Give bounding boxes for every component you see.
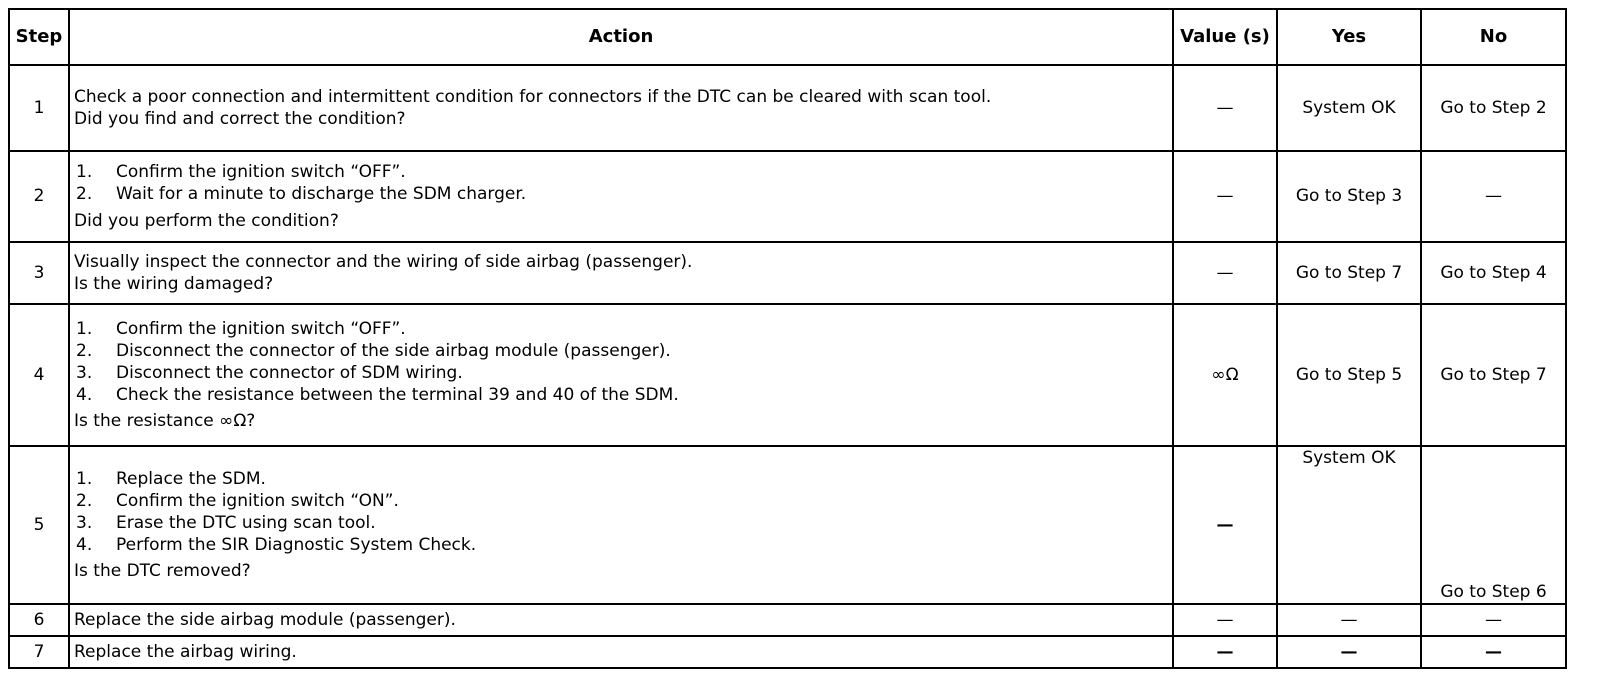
- action-cell: [69, 446, 1173, 604]
- value-cell: —: [1173, 604, 1277, 636]
- step-number: 2: [9, 151, 69, 242]
- no-cell: Go to Step 6: [1421, 446, 1566, 604]
- diagnostic-table: [8, 8, 1567, 669]
- list-item-text: Disconnect the connector of SDM wiring.: [116, 362, 463, 383]
- list-item-text: Erase the DTC using scan tool.: [116, 512, 376, 533]
- step-number: 5: [9, 446, 69, 604]
- yes-cell: Go to Step 7: [1277, 242, 1421, 304]
- action-question: Is the wiring damaged?: [74, 274, 274, 294]
- action-question: Did you perform the condition?: [74, 210, 339, 231]
- table-row: [9, 446, 1566, 604]
- no-cell: Go to Step 7: [1421, 304, 1566, 446]
- header-action: Action: [69, 9, 1173, 65]
- list-item: 4. Perform the SIR Diagnostic System Check.: [76, 535, 477, 556]
- yes-cell: —: [1277, 604, 1421, 636]
- list-item-text: Confirm the ignition switch “ON”.: [116, 490, 399, 511]
- action-text: Visually inspect the connector and the wiring of side airbag (passenger).: [74, 251, 693, 272]
- step-number: 4: [9, 304, 69, 446]
- list-item-text: Replace the SDM.: [116, 468, 266, 489]
- list-item: 3. Erase the DTC using scan tool.: [76, 512, 376, 533]
- header-row: [9, 9, 1566, 65]
- no-cell: Go to Step 4: [1421, 242, 1566, 304]
- yes-cell: System OK: [1277, 65, 1421, 151]
- value-cell: —: [1173, 65, 1277, 151]
- table-row: [9, 242, 1566, 304]
- value-cell: —: [1173, 242, 1277, 304]
- no-cell: Go to Step 2: [1421, 65, 1566, 151]
- action-cell: [69, 636, 1173, 668]
- action-text: Check a poor connection and intermittent condition for connectors if the DTC can be cleared with scan tool.: [74, 86, 992, 107]
- no-cell: —: [1421, 151, 1566, 242]
- action-cell: [69, 65, 1173, 151]
- list-item: 1. Confirm the ignition switch “OFF”.: [76, 162, 406, 183]
- list-item-text: Check the resistance between the terminal 39 and 40 of the SDM.: [116, 385, 679, 406]
- list-item-text: Disconnect the connector of the side airbag module (passenger).: [116, 340, 671, 361]
- yes-cell: —: [1277, 636, 1421, 668]
- list-item: 4. Check the resistance between the terminal 39 and 40 of the SDM.: [76, 385, 679, 406]
- yes-cell: System OK: [1277, 446, 1421, 604]
- yes-cell: Go to Step 3: [1277, 151, 1421, 242]
- action-text: Replace the side airbag module (passenger).: [74, 609, 456, 630]
- header-yes: Yes: [1277, 9, 1421, 65]
- list-item-text: Confirm the ignition switch “OFF”.: [116, 162, 406, 183]
- action-cell: [69, 604, 1173, 636]
- action-question: Is the resistance ∞Ω?: [74, 411, 256, 432]
- value-cell: —: [1173, 636, 1277, 668]
- yes-cell: Go to Step 5: [1277, 304, 1421, 446]
- table-row: [9, 151, 1566, 242]
- list-item: 3. Disconnect the connector of SDM wiring.: [76, 362, 463, 383]
- action-question: Did you find and correct the condition?: [74, 109, 406, 129]
- header-step: Step: [9, 9, 69, 65]
- table-row: [9, 636, 1566, 668]
- action-cell: [69, 242, 1173, 304]
- list-item: 1. Replace the SDM.: [76, 468, 266, 489]
- action-cell: [69, 304, 1173, 446]
- no-cell: —: [1421, 636, 1566, 668]
- step-number: 7: [9, 636, 69, 668]
- no-cell: —: [1421, 604, 1566, 636]
- list-item-text: Perform the SIR Diagnostic System Check.: [116, 535, 477, 556]
- header-no: No: [1421, 9, 1566, 65]
- value-cell: —: [1173, 151, 1277, 242]
- list-item: 2. Disconnect the connector of the side airbag module (passenger).: [76, 340, 671, 361]
- list-item: 2. Wait for a minute to discharge the SDM charger.: [76, 184, 527, 205]
- table-row: [9, 65, 1566, 151]
- table-row: [9, 304, 1566, 446]
- list-item: 2. Confirm the ignition switch “ON”.: [76, 490, 399, 511]
- list-item-text: Confirm the ignition switch “OFF”.: [116, 318, 406, 339]
- step-number: 3: [9, 242, 69, 304]
- action-text: Replace the airbag wiring.: [74, 641, 297, 662]
- value-cell: —: [1173, 446, 1277, 604]
- table-row: [9, 604, 1566, 636]
- action-cell: [69, 151, 1173, 242]
- step-number: 6: [9, 604, 69, 636]
- step-number: 1: [9, 65, 69, 151]
- list-item-text: Wait for a minute to discharge the SDM charger.: [116, 184, 527, 205]
- action-question: Is the DTC removed?: [74, 561, 251, 582]
- header-value: Value (s): [1173, 9, 1277, 65]
- list-item: 1. Confirm the ignition switch “OFF”.: [76, 318, 406, 339]
- value-cell: ∞Ω: [1173, 304, 1277, 446]
